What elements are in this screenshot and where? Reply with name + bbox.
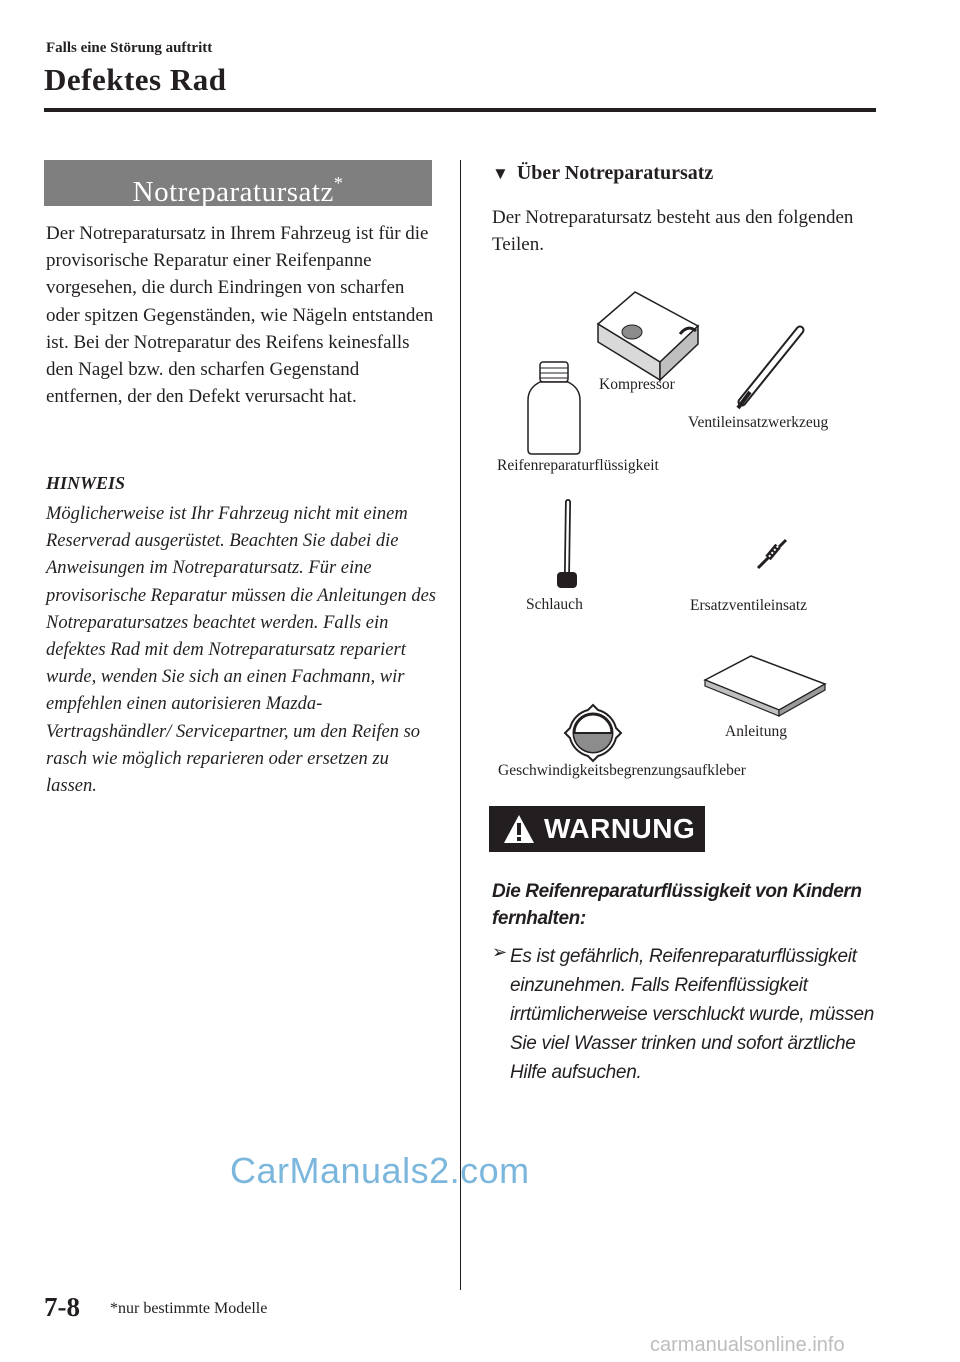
bullet-arrow-icon: ➢ [492,942,508,962]
section-label: Falls eine Störung auftritt [46,40,213,56]
subheading [492,162,713,185]
site-watermark: carmanualsonline.info [650,1334,845,1356]
warning-heading: Die Reifenreparaturflüssigkeit von Kindern fernhalten: [492,881,862,929]
hose-icon [552,498,582,592]
label-valve-tool: Ventileinsatzwerkzeug [688,414,829,431]
intro-paragraph: Der Notreparatursatz in Ihrem Fahrzeug ist für die provisorische Reparatur einer Reifenpanne vorgesehen, die durch Eindringen von scharfen oder spitzen Gegenständen, wie Nägeln entstanden ist. Bei der Notreparatur des Reifens keinesfalls den Nagel bzw. den scharfen Gegenstand entfernen, der den Defekt verursacht hat. [46,223,434,408]
note-label: HINWEIS [46,473,126,493]
section-banner [44,160,432,206]
section-banner-title: Notreparatursatz [132,176,334,208]
watermark: CarManuals2.com [230,1150,530,1191]
label-valve-core: Ersatzventileinsatz [690,597,808,614]
valve-core-icon [752,536,792,572]
column-divider [460,160,461,1290]
label-hose: Schlauch [526,596,583,613]
page-title: Defektes Rad [44,62,227,97]
warning-triangle-icon [503,814,535,844]
label-sealant: Reifenreparaturflüssigkeit [497,457,659,474]
sealant-bottle-icon [526,360,582,456]
label-manual: Anleitung [725,723,787,740]
warning-badge [489,806,705,852]
speed-sticker-icon [562,702,624,764]
warning-label: WARNUNG [544,813,696,844]
label-speed-sticker: Geschwindigkeitsbegrenzungsaufkleber [498,762,746,779]
compressor-icon [590,284,705,384]
page-number: 7-8 [44,1292,80,1322]
footnote: *nur bestimmte Modelle [110,1300,268,1317]
subheading-text: Über Notreparatursatz [516,162,714,184]
subheading-triangle-icon: ▼ [492,164,509,183]
label-compressor: Kompressor [599,376,675,393]
header-rule [44,108,876,112]
warning-bullet-text: Es ist gefährlich, Reifenreparaturflüssigkeit einzunehmen. Falls Reifenflüssigkeit irrtümlicherweise verschluckt wurde, müssen Sie viel Wasser trinken und sofort ärztliche Hilfe aufsuchen. [510,946,875,1083]
note-paragraph: Möglicherweise ist Ihr Fahrzeug nicht mit einem Reserverad ausgerüstet. Beachten Sie dabei die Anweisungen im Notreparatursatz. Für eine provisorische Reparatur müssen die Anleitungen des Notreparatursatzes beachtet werden. Falls ein defektes Rad mit dem Notreparatursatz repariert wurde, wenden Sie sich an einen Fachmann, wir empfehlen einen autorisieren Mazda-Vertragshändler/ Servicepartner, um den Reifen so rasch wie möglich reparieren oder ersetzen zu lassen. [46,504,436,797]
manual-icon [703,654,827,718]
valve-tool-icon [730,322,810,414]
kit-intro-paragraph: Der Notreparatursatz besteht aus den folgenden Teilen. [492,207,854,256]
model-asterisk: * [333,173,344,193]
